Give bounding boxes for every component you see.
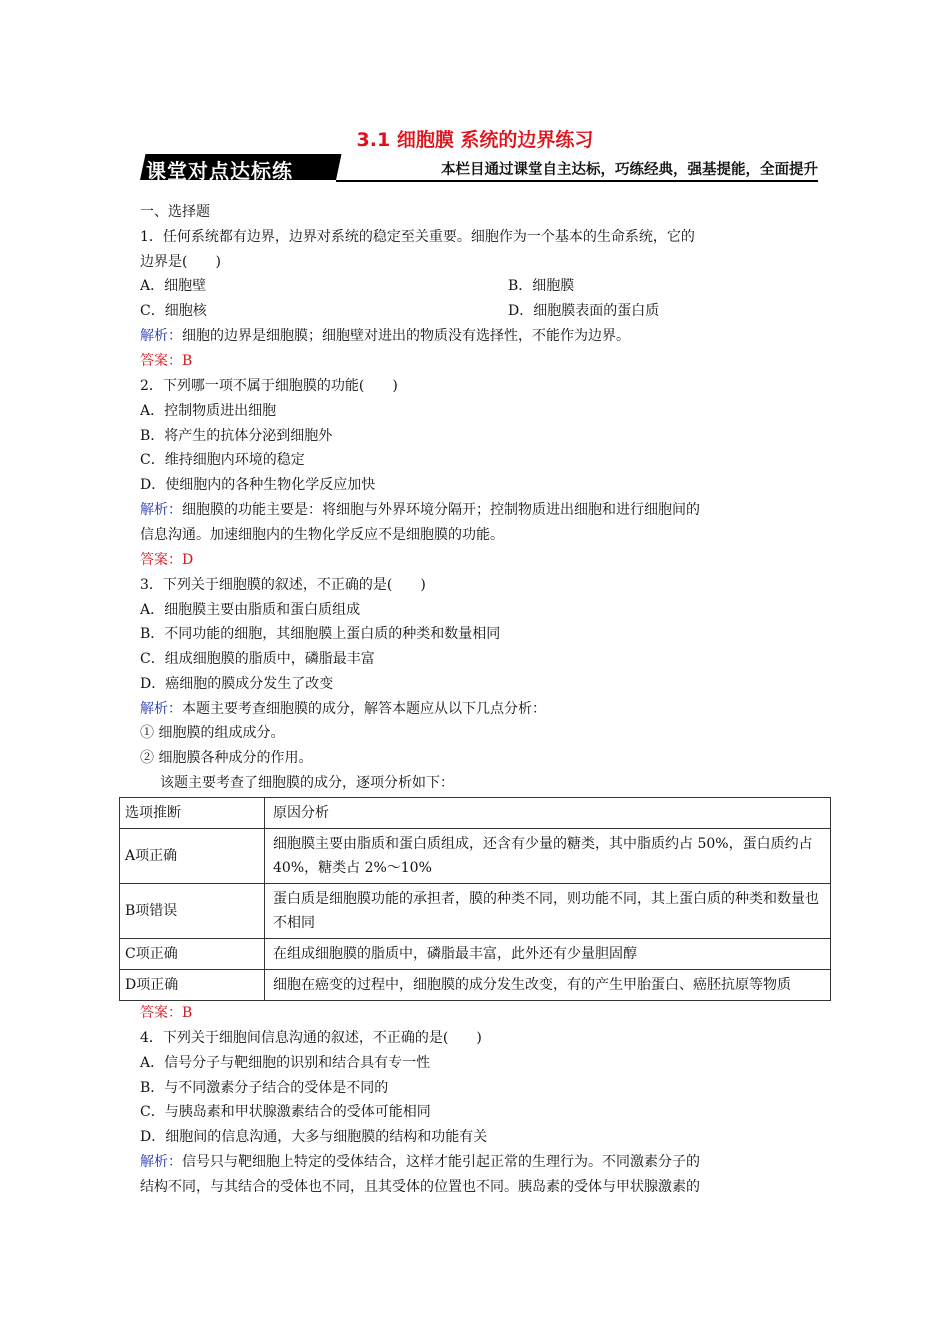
table-cell: C项正确 [120,939,265,970]
section-banner [140,152,818,182]
answer-value: B [182,1005,193,1021]
q2-analysis [140,501,700,519]
q4-stem: 4．下列关于细胞间信息沟通的叙述，不正确的是( ) [140,1030,482,1046]
answer-label: 答案： [140,353,182,369]
q1-option-a: A．细胞壁 [140,278,207,294]
q4-option-a: A．信号分子与靶细胞的识别和结合具有专一性 [140,1055,431,1071]
table-cell: A项正确 [120,829,265,884]
table-header-cell: 选项推断 [120,798,265,829]
analysis-text: 信号只与靶细胞上特定的受体结合，这样才能引起正常的生理行为。不同激素分子的 [182,1154,700,1170]
banner-underline [336,180,818,182]
q3-analysis [140,700,546,718]
q2-stem: 2．下列哪一项不属于细胞膜的功能( ) [140,378,398,394]
q2-analysis-cont: 信息沟通。加速细胞内的生物化学反应不是细胞膜的功能。 [140,527,504,543]
table-cell: D项正确 [120,970,265,1001]
table-row [120,939,831,970]
q4-option-c: C．与胰岛素和甲状腺激素结合的受体可能相同 [140,1104,431,1120]
answer-label: 答案： [140,1005,182,1021]
q1-option-c: C．细胞核 [140,303,207,319]
banner-description: 本栏目通过课堂自主达标，巧练经典，强基提能，全面提升 [441,162,818,178]
q2-option-b: B．将产生的抗体分泌到细胞外 [140,428,333,444]
answer-value: B [182,353,193,369]
table-header-cell: 原因分析 [265,798,831,829]
table-cell: 在组成细胞膜的脂质中，磷脂最丰富，此外还有少量胆固醇 [265,939,831,970]
q1-answer [140,352,192,370]
analysis-table [119,797,831,1001]
page-title: 3.1 细胞膜 系统的边界练习 [356,129,594,151]
q2-answer [140,551,193,569]
table-row [120,884,831,939]
q4-analysis [140,1153,700,1171]
q3-option-c: C．组成细胞膜的脂质中，磷脂最丰富 [140,651,375,667]
q4-option-b: B．与不同激素分子结合的受体是不同的 [140,1080,389,1096]
analysis-label: 解析： [140,328,182,344]
banner-label: 课堂对点达标练 [146,159,293,183]
answer-value: D [182,552,194,568]
q3-table-intro: 该题主要考查了细胞膜的成分，逐项分析如下： [160,775,454,791]
section-heading: 一、选择题 [140,204,210,220]
q3-stem: 3．下列关于细胞膜的叙述，不正确的是( ) [140,577,426,593]
q2-option-d: D．使细胞内的各种生物化学反应加快 [140,477,376,493]
analysis-label: 解析： [140,502,182,518]
analysis-label: 解析： [140,1154,182,1170]
q3-option-a: A．细胞膜主要由脂质和蛋白质组成 [140,602,361,618]
analysis-text: 本题主要考查细胞膜的成分，解答本题应从以下几点分析： [182,701,546,717]
analysis-text: 细胞的边界是细胞膜；细胞壁对进出的物质没有选择性，不能作为边界。 [182,328,630,344]
q1-option-d: D．细胞膜表面的蛋白质 [508,303,660,319]
q2-option-a: A．控制物质进出细胞 [140,403,277,419]
table-row [120,829,831,884]
table-cell: B项错误 [120,884,265,939]
q4-option-d: D．细胞间的信息沟通，大多与细胞膜的结构和功能有关 [140,1129,488,1145]
analysis-label: 解析： [140,701,182,717]
q1-stem-cont: 边界是( ) [140,254,221,270]
q3-option-d: D．癌细胞的膜成分发生了改变 [140,676,334,692]
analysis-text: 细胞膜的功能主要是：将细胞与外界环境分隔开；控制物质进出细胞和进行细胞间的 [182,502,700,518]
answer-label: 答案： [140,552,182,568]
table-cell: 蛋白质是细胞膜功能的承担者，膜的种类不同，则功能不同，其上蛋白质的种类和数量也不相同 [265,884,831,939]
table-cell: 细胞膜主要由脂质和蛋白质组成，还含有少量的糖类，其中脂质约占 50%，蛋白质约占 40%，糖类占 2%～10% [265,829,831,884]
q3-point-1: ① 细胞膜的组成成分。 [140,725,285,741]
q3-point-2: ② 细胞膜各种成分的作用。 [140,750,313,766]
table-header-row [120,798,831,829]
table-row [120,970,831,1001]
q3-answer [140,1004,192,1022]
table-cell: 细胞在癌变的过程中，细胞膜的成分发生改变，有的产生甲胎蛋白、癌胚抗原等物质 [265,970,831,1001]
q4-analysis-cont: 结构不同，与其结合的受体也不同，且其受体的位置也不同。胰岛素的受体与甲状腺激素的 [140,1179,700,1195]
q2-option-c: C．维持细胞内环境的稳定 [140,452,305,468]
q1-analysis [140,327,630,345]
q1-stem: 1．任何系统都有边界，边界对系统的稳定至关重要。细胞作为一个基本的生命系统，它的 [140,229,695,245]
q1-option-b: B．细胞膜 [508,278,575,294]
q3-option-b: B．不同功能的细胞，其细胞膜上蛋白质的种类和数量相同 [140,626,501,642]
